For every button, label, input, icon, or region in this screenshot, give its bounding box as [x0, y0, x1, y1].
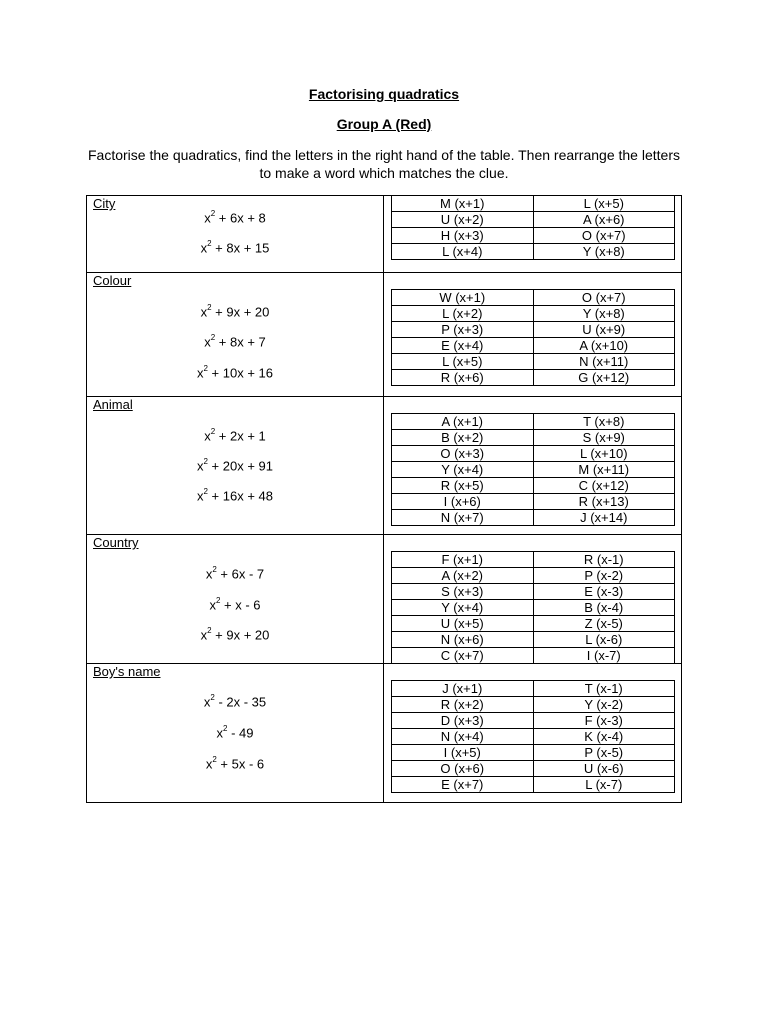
section-city [87, 196, 681, 273]
table-row [392, 494, 675, 510]
table-row [392, 196, 675, 212]
letter-cell: E (x+7) [392, 777, 534, 793]
quadratic-expression: $x^2 + 20x + 91$ [196, 457, 273, 474]
clue-label: Colour [93, 273, 132, 288]
table-row [392, 552, 675, 568]
letter-cell: E (x-3) [533, 584, 675, 600]
table-row [392, 681, 675, 697]
letter-cell: C (x+12) [533, 478, 675, 494]
quadratic-expression: $x^2 + 9x + 20$ [200, 626, 270, 643]
letter-cell: E (x+4) [392, 338, 534, 354]
letter-cell: U (x+9) [533, 322, 675, 338]
quadratic-expression: $x^2 + x - 6$ [209, 596, 261, 613]
column-divider [383, 535, 384, 663]
letter-cell: C (x+7) [392, 648, 534, 664]
quadratic-expression: $x^2 + 10x + 16$ [196, 364, 273, 381]
quadratic-expression: $x^2 - 49$ [216, 724, 254, 741]
table-row [392, 228, 675, 244]
letter-cell: S (x+3) [392, 584, 534, 600]
table-row [392, 354, 675, 370]
table-row [392, 745, 675, 761]
section-country [87, 535, 681, 664]
letter-table [391, 680, 675, 793]
letter-cell: L (x+10) [533, 446, 675, 462]
letter-cell: L (x+4) [392, 244, 534, 260]
puzzle-table [86, 195, 682, 803]
letter-cell: H (x+3) [392, 228, 534, 244]
clue-label: Animal [93, 397, 133, 412]
letter-cell: O (x+3) [392, 446, 534, 462]
letter-cell: O (x+6) [392, 761, 534, 777]
letter-cell: D (x+3) [392, 713, 534, 729]
letter-cell: M (x+1) [392, 196, 534, 212]
letter-cell: Y (x+4) [392, 462, 534, 478]
letter-cell: L (x-7) [533, 777, 675, 793]
table-row [392, 729, 675, 745]
letter-cell: Z (x-5) [533, 616, 675, 632]
quadratic-expression: $x^2 + 16x + 48$ [196, 487, 273, 504]
letter-cell: L (x+2) [392, 306, 534, 322]
letter-cell: N (x+4) [392, 729, 534, 745]
letter-table [391, 551, 675, 664]
letter-cell: R (x+2) [392, 697, 534, 713]
column-divider [383, 397, 384, 534]
table-row [392, 600, 675, 616]
letter-cell: I (x+5) [392, 745, 534, 761]
letter-cell: Y (x+4) [392, 600, 534, 616]
letter-cell: U (x+2) [392, 212, 534, 228]
quadratic-expression: $x^2 + 8x + 7$ [204, 333, 266, 350]
section-colour [87, 273, 681, 397]
clue-label: City [93, 196, 116, 211]
letter-cell: F (x+1) [392, 552, 534, 568]
letter-cell: P (x-5) [533, 745, 675, 761]
quadratic-expression: $x^2 + 6x + 8$ [204, 209, 266, 226]
letter-cell: I (x-7) [533, 648, 675, 664]
table-row [392, 761, 675, 777]
table-row [392, 632, 675, 648]
table-row [392, 446, 675, 462]
letter-cell: G (x+12) [533, 370, 675, 386]
table-row [392, 713, 675, 729]
letter-table [391, 289, 675, 386]
letter-cell: L (x-6) [533, 632, 675, 648]
table-row [392, 478, 675, 494]
letter-cell: A (x+1) [392, 414, 534, 430]
quadratic-expression: $x^2 + 5x - 6$ [205, 755, 265, 772]
table-row [392, 568, 675, 584]
letter-cell: J (x+1) [392, 681, 534, 697]
letter-cell: U (x+5) [392, 616, 534, 632]
column-divider [383, 273, 384, 396]
table-row [392, 338, 675, 354]
letter-cell: A (x+2) [392, 568, 534, 584]
letter-table [391, 413, 675, 526]
table-row [392, 648, 675, 664]
letter-cell: U (x-6) [533, 761, 675, 777]
table-row [392, 777, 675, 793]
quadratic-expression: $x^2 - 2x - 35$ [203, 693, 267, 710]
table-row [392, 414, 675, 430]
letter-cell: A (x+6) [533, 212, 675, 228]
letter-cell: M (x+11) [533, 462, 675, 478]
letter-cell: Y (x-2) [533, 697, 675, 713]
letter-cell: Y (x+8) [533, 306, 675, 322]
table-row [392, 584, 675, 600]
letter-cell: N (x+6) [392, 632, 534, 648]
letter-cell: S (x+9) [533, 430, 675, 446]
letter-cell: T (x-1) [533, 681, 675, 697]
table-row [392, 322, 675, 338]
column-divider [383, 664, 384, 802]
letter-cell: B (x-4) [533, 600, 675, 616]
letter-cell: K (x-4) [533, 729, 675, 745]
letter-cell: I (x+6) [392, 494, 534, 510]
table-row [392, 306, 675, 322]
letter-cell: F (x-3) [533, 713, 675, 729]
letter-cell: J (x+14) [533, 510, 675, 526]
section-animal [87, 397, 681, 535]
group-subtitle: Group A (Red) [336, 116, 432, 132]
worksheet-title: Factorising quadratics [308, 86, 460, 102]
quadratic-expression: $x^2 + 8x + 15$ [200, 239, 270, 256]
letter-cell: L (x+5) [392, 354, 534, 370]
letter-cell: O (x+7) [533, 228, 675, 244]
letter-cell: Y (x+8) [533, 244, 675, 260]
table-row [392, 370, 675, 386]
quadratic-expression: $x^2 + 9x + 20$ [200, 303, 270, 320]
letter-table [391, 195, 675, 260]
letter-cell: W (x+1) [392, 290, 534, 306]
quadratic-expression: $x^2 + 2x + 1$ [204, 427, 266, 444]
letter-cell: R (x-1) [533, 552, 675, 568]
table-row [392, 462, 675, 478]
letter-cell: P (x-2) [533, 568, 675, 584]
quadratic-expression: $x^2 + 6x - 7$ [205, 565, 265, 582]
letter-cell: B (x+2) [392, 430, 534, 446]
letter-cell: R (x+6) [392, 370, 534, 386]
letter-cell: R (x+5) [392, 478, 534, 494]
clue-label: Boy's name [93, 664, 161, 679]
letter-cell: N (x+11) [533, 354, 675, 370]
table-row [392, 212, 675, 228]
table-row [392, 510, 675, 526]
letter-cell: A (x+10) [533, 338, 675, 354]
letter-cell: N (x+7) [392, 510, 534, 526]
instructions-text: Factorise the quadratics, find the letters in the right hand of the table. Then rearrange the letters to make a word which matches the clue. [88, 147, 680, 181]
table-row [392, 244, 675, 260]
table-row [392, 290, 675, 306]
letter-cell: L (x+5) [533, 196, 675, 212]
letter-cell: O (x+7) [533, 290, 675, 306]
table-row [392, 697, 675, 713]
letter-cell: P (x+3) [392, 322, 534, 338]
column-divider [383, 196, 384, 272]
section-boys-name [87, 664, 681, 803]
letter-cell: T (x+8) [533, 414, 675, 430]
letter-cell: R (x+13) [533, 494, 675, 510]
table-row [392, 430, 675, 446]
table-row [392, 616, 675, 632]
clue-label: Country [93, 535, 139, 550]
